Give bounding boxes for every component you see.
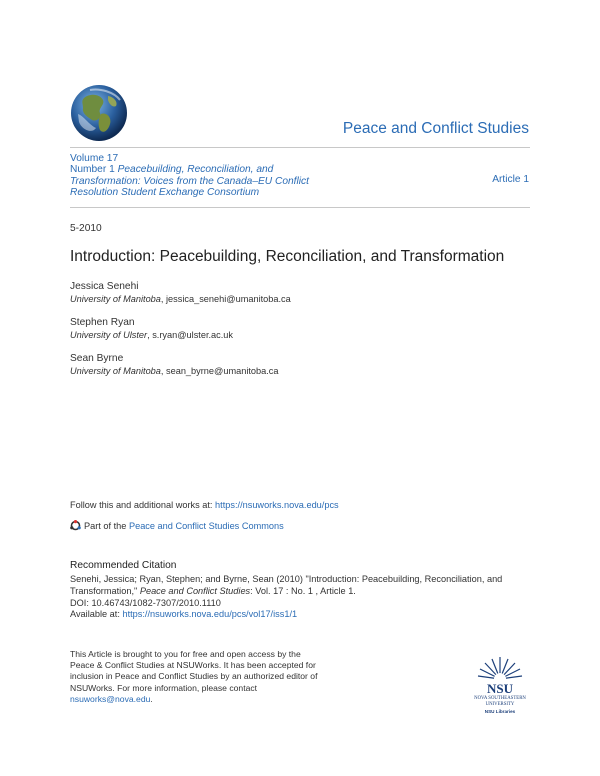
citation-line: Senehi, Jessica; Ryan, Stephen; and Byrne, Sean (2010) "Introduction: Peacebuilding, Reconciliation, and [70,574,503,584]
article-title: Introduction: Peacebuilding, Reconciliation, and Transformation [70,248,505,265]
citation-doi: DOI: 10.46743/1082-7307/2010.1110 [70,597,221,608]
sunburst-icon [460,655,540,681]
contact-email-link[interactable]: nsuworks@nova.edu [70,693,151,704]
issue-number-link[interactable]: Number 1 Peacebuilding, Reconciliation, and Transformation: Voices from the Canada–EU Conflict Resolution Student Exchange Consortium [70,164,309,199]
citation-link[interactable]: https://nsuworks.nova.edu/pcs/vol17/iss1/1 [122,609,298,620]
article-number[interactable]: Article 1 [492,174,529,185]
commons-network-icon [70,520,81,531]
journal-title[interactable]: Peace and Conflict Studies [342,120,529,137]
author-affiliation: University of Ulster, s.ryan@ulster.ac.uk [70,330,234,340]
author-affiliation: University of Manitoba, jessica_senehi@umanitoba.ca [70,294,291,304]
access-notice: This Article is brought to you for free and open access by the Peace & Conflict Studies at NSUWorks. It has been accepted for inclusion in Peace and Conflict Studies by an authorized editor of NSUWorks. For more information, please contact nsuworks@nova.edu. [70,649,318,704]
nsu-acronym: NSU [486,681,513,696]
part-of-line: Part of the Peace and Conflict Studies Commons [70,520,284,531]
citation-heading: Recommended Citation [70,560,177,571]
nsu-libraries: NSU Libraries [484,709,516,714]
issue-divider [70,207,530,208]
commons-link[interactable]: Peace and Conflict Studies Commons [128,521,284,531]
follow-link[interactable]: https://nsuworks.nova.edu/pcs [215,500,339,510]
citation-available: Available at: https://nsuworks.nova.edu/pcs/vol17/iss1/1 [70,609,298,620]
nsu-university-name: NOVA SOUTHEASTERN UNIVERSITY [474,696,526,707]
author-block [70,281,291,304]
nsu-logo [460,655,540,714]
citation-body [70,574,540,621]
follow-line: Follow this and additional works at: https://nsuworks.nova.edu/pcs [70,500,339,510]
citation-line: Transformation," Peace and Conflict Studies: Vol. 17 : No. 1 , Article 1. [70,585,356,596]
author-name: Stephen Ryan [70,317,135,328]
publication-date: 5-2010 [70,223,102,234]
author-name: Jessica Senehi [70,281,139,292]
globe-icon [70,84,128,142]
volume-link[interactable]: Volume 17 [70,153,119,164]
author-block [70,353,279,376]
header-divider [70,147,530,148]
author-block [70,317,233,340]
issue-info [70,153,320,199]
author-affiliation: University of Manitoba, sean_byrne@umanitoba.ca [70,366,279,376]
author-name: Sean Byrne [70,353,124,364]
